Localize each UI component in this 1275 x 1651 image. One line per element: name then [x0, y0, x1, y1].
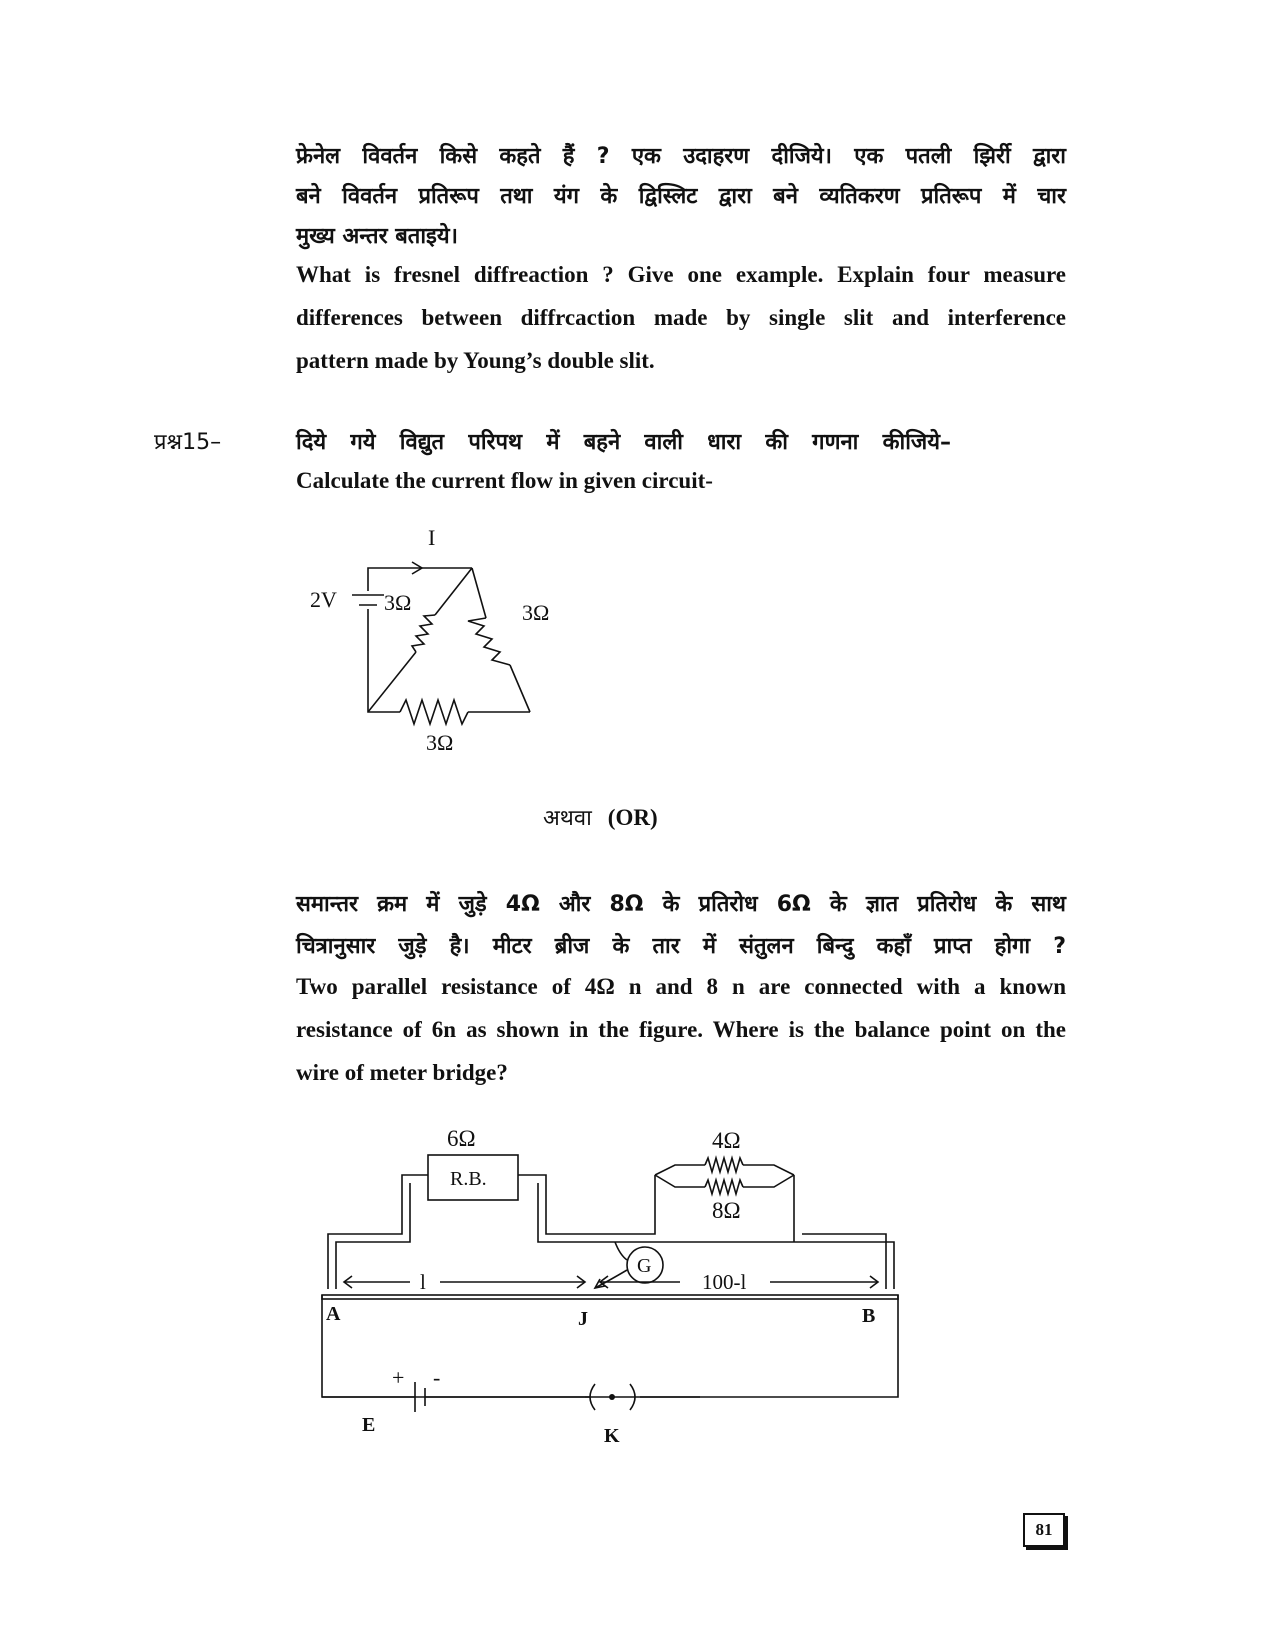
or-english: (OR) [607, 805, 658, 830]
right-resistor-label: 3Ω [522, 600, 550, 625]
cell-label: E [362, 1414, 376, 1436]
q14-hindi-line-1: फ्रेनेल विवर्तन किसे कहते हैं ? एक उदाहरण दीजिये। एक पतली झिर्री द्वारा [296, 144, 1066, 169]
bottom-resistor-label: 3Ω [426, 730, 454, 755]
current-label: I [428, 525, 436, 550]
q14-english-line-3: pattern made by Young’s double slit. [296, 348, 655, 373]
battery-positive-label: + [392, 1365, 405, 1390]
alt-hindi-line-1: समान्तर क्रम में जुड़े 4Ω और 8Ω के प्रतिरोध 6Ω के ज्ञात प्रतिरोध के साथ [296, 892, 1066, 917]
q14-hindi-line-2: बने विवर्तन प्रतिरूप तथा यंग के द्विस्लिट द्वारा बने व्यतिकरण प्रतिरूप में चार [296, 184, 1066, 209]
alt-english-line-2: resistance of 6n as shown in the figure. Where is the balance point on the [296, 1017, 1066, 1042]
end-a-label: A [326, 1303, 341, 1325]
left-length-label: l [420, 1270, 426, 1294]
resistance-box-label: R.B. [450, 1168, 487, 1190]
q14-english-line-2: differences between diffrcaction made by single slit and interference [296, 305, 1066, 330]
resistor-4-ohm-label: 4Ω [712, 1128, 741, 1153]
resistor-8-ohm-label: 8Ω [712, 1198, 741, 1223]
or-separator [543, 802, 658, 832]
alt-english-line-1: Two parallel resistance of 4Ω n and 8 n are connected with a known [296, 974, 1066, 999]
galvanometer-label: G [637, 1255, 652, 1277]
or-hindi: अथवा [543, 806, 592, 831]
battery-negative-label: - [433, 1365, 441, 1390]
triangle-circuit-diagram [300, 520, 590, 765]
alt-hindi-line-2: चित्रानुसार जुड़े है। मीटर ब्रीज के तार में संतुलन बिन्दु कहाँ प्राप्त होगा ? [296, 934, 1066, 959]
end-b-label: B [862, 1305, 876, 1327]
known-resistance-label: 6Ω [447, 1126, 476, 1151]
right-length-label: 100-l [702, 1270, 747, 1294]
diagonal-resistor-label: 3Ω [384, 590, 412, 615]
q14-hindi-line-3: मुख्य अन्तर बताइये। [296, 224, 458, 249]
page-number: 81 [1023, 1513, 1065, 1547]
key-label: K [604, 1425, 620, 1447]
q14-english-line-1: What is fresnel diffreaction ? Give one example. Explain four measure [296, 262, 1066, 287]
q15-hindi: दिये गये विद्युत परिपथ में बहने वाली धारा की गणना कीजिये– [296, 430, 951, 455]
emf-label: 2V [310, 587, 337, 612]
meter-bridge-diagram [300, 1120, 920, 1460]
jockey-label: J [578, 1308, 588, 1330]
q15-english: Calculate the current flow in given circuit- [296, 468, 713, 493]
alt-english-line-3: wire of meter bridge? [296, 1060, 508, 1085]
question-number: प्रश्न15– [154, 430, 222, 455]
